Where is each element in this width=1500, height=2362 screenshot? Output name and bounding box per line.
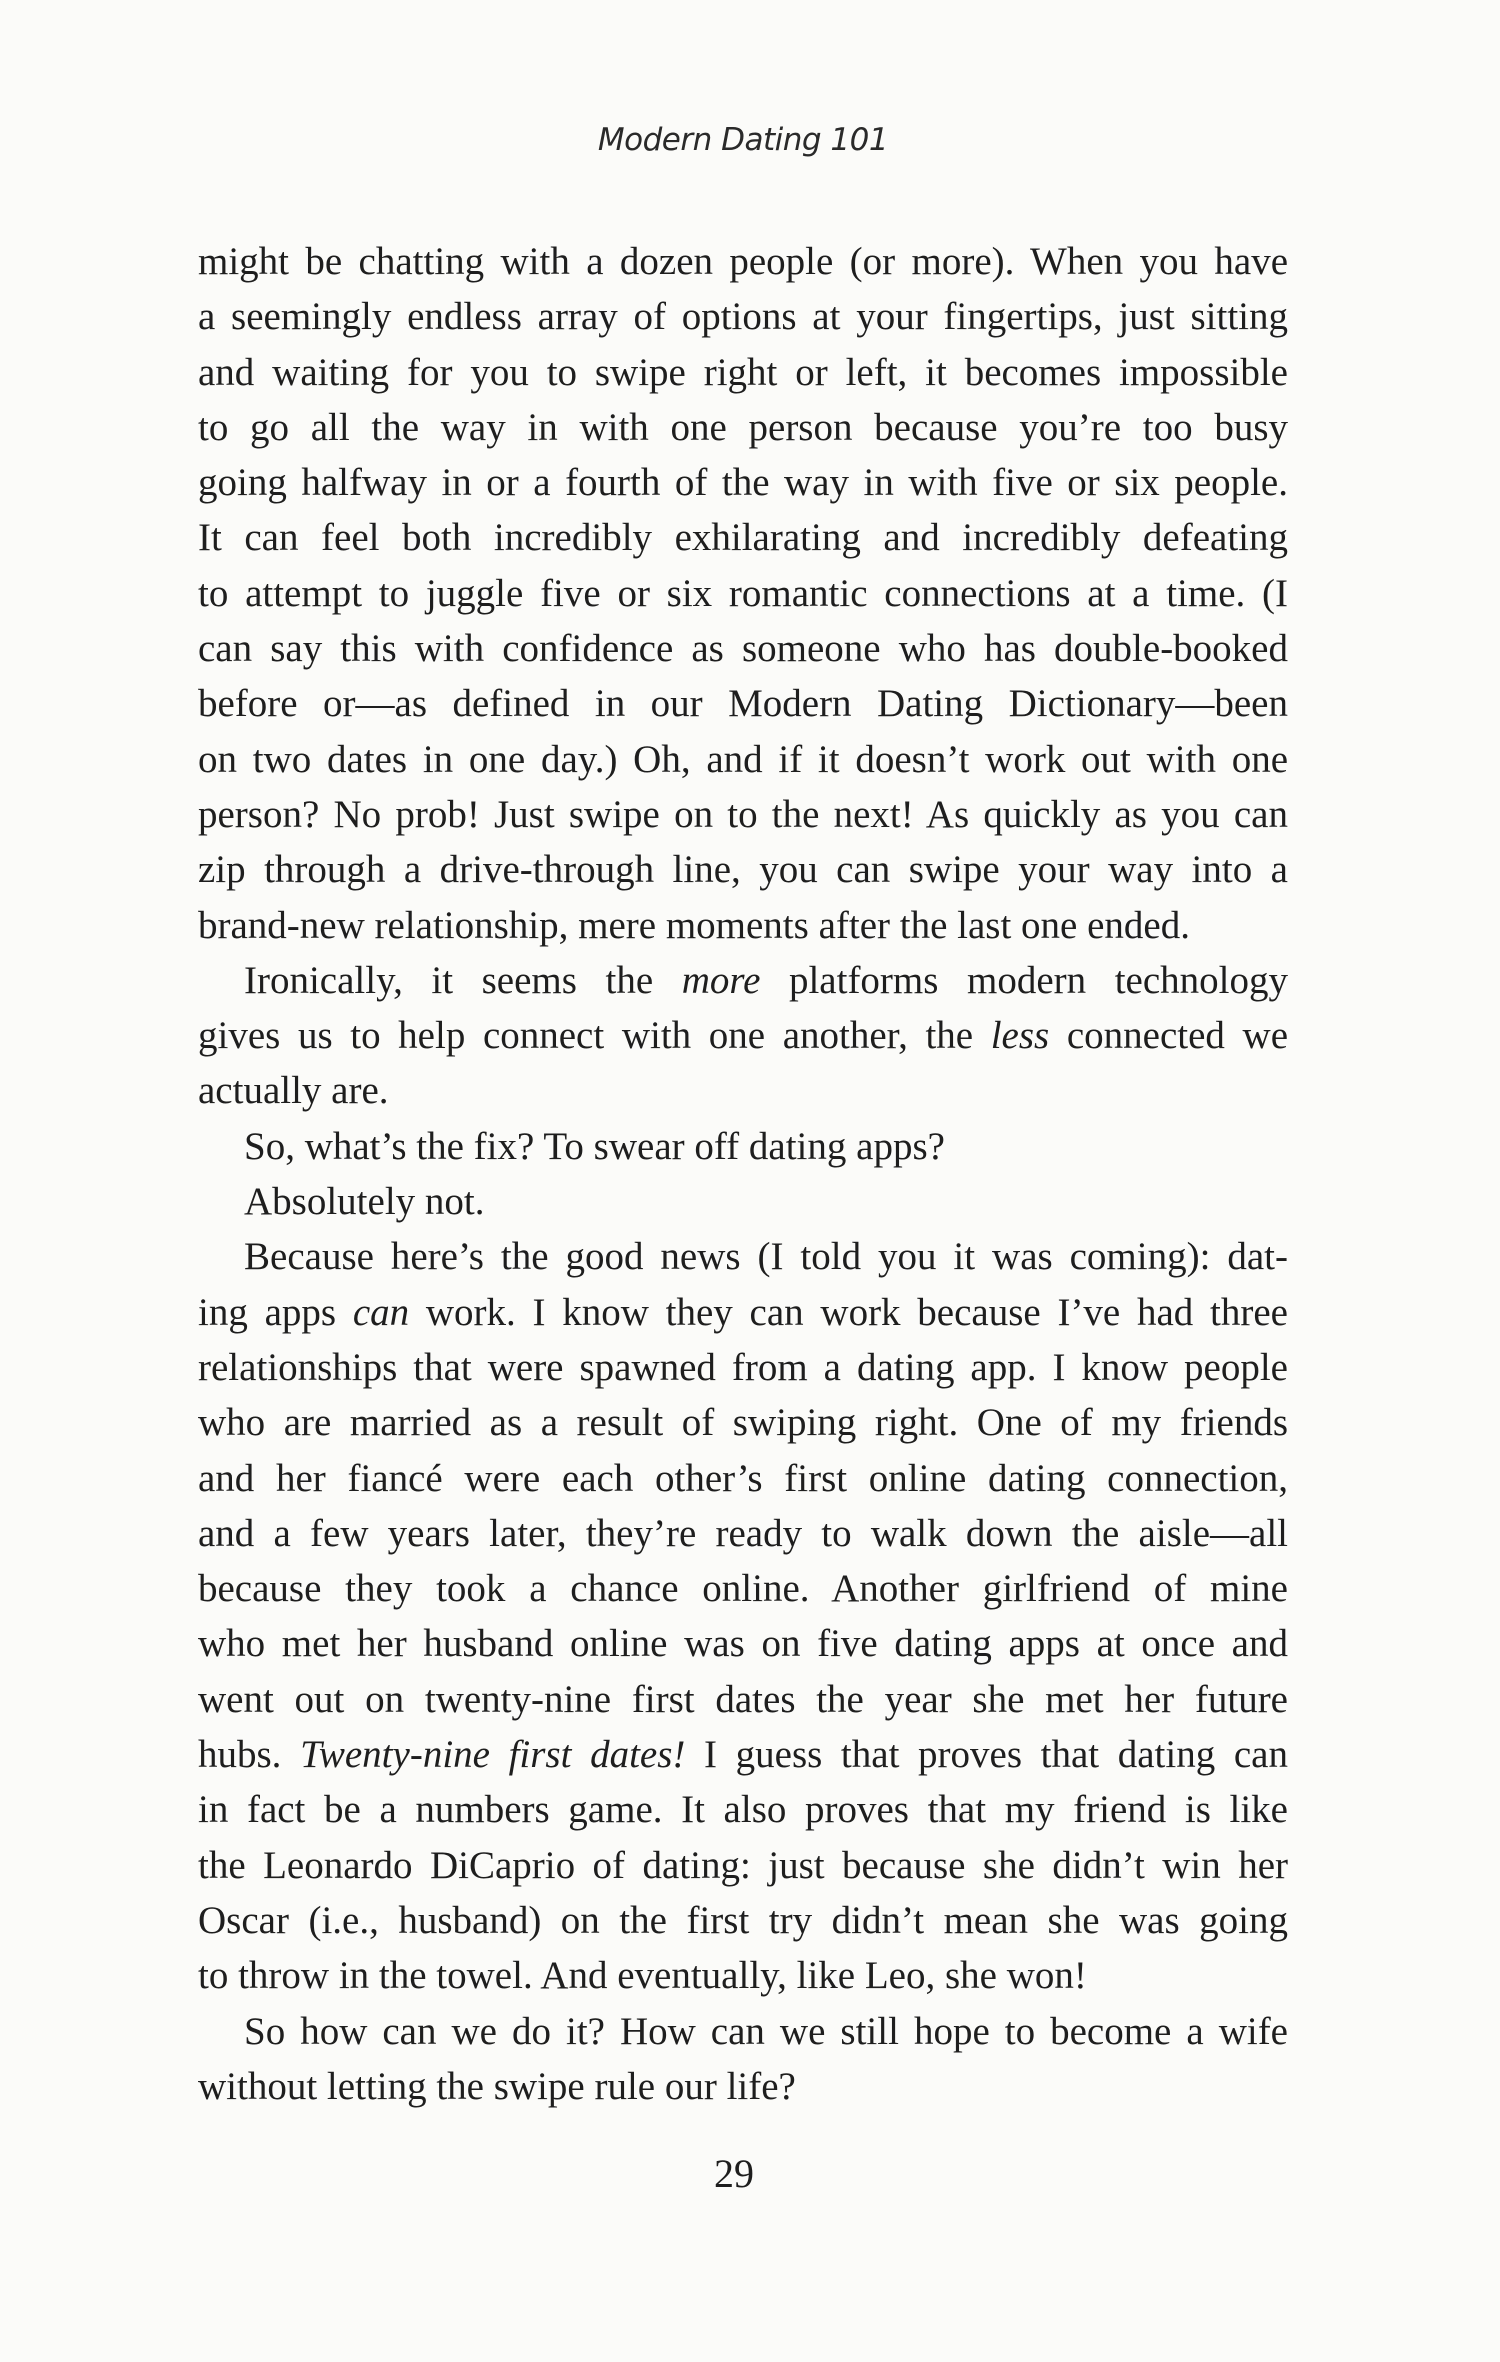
text-line (198, 2004, 1288, 2059)
text-line (198, 1838, 1288, 1893)
text-segment: I guess that proves that dating can (685, 1733, 1288, 1777)
text-segment: brand-new relationship, mere moments after the last one ended. (198, 903, 1190, 947)
text-line (198, 1616, 1288, 1671)
text-line (198, 1727, 1288, 1782)
text-segment: who met her husband online was on five dating apps at once and (198, 1622, 1288, 1666)
text-segment: platforms modern technology (760, 958, 1288, 1002)
text-segment: to attempt to juggle five or six romantic connections at a time. (I (198, 571, 1288, 615)
text-line (198, 621, 1288, 676)
text-line (198, 234, 1288, 289)
italic-text: less (990, 1014, 1050, 1058)
italic-text: more (681, 958, 761, 1002)
text-segment: relationships that were spawned from a dating app. I know people (198, 1345, 1288, 1389)
text-segment: going halfway in or a fourth of the way in with five or six people. (198, 461, 1288, 505)
text-line (198, 400, 1288, 455)
text-line (198, 1285, 1288, 1340)
text-segment: the Leonardo DiCaprio of dating: just because she didn’t win her (198, 1843, 1288, 1887)
text-line (198, 842, 1288, 897)
text-segment: work. I know they can work because I’ve had three (409, 1290, 1288, 1334)
text-line (198, 1672, 1288, 1727)
text-segment: So how can we do it? How can we still hope to become a wife (244, 2009, 1288, 2053)
body-text (198, 234, 1288, 2114)
text-line (198, 1395, 1288, 1450)
text-segment: and her fiancé were each other’s first online dating connection, (198, 1456, 1288, 1500)
text-line (198, 455, 1288, 510)
text-segment: to go all the way in with one person because you’re too busy (198, 405, 1288, 449)
text-segment: So, what’s the fix? To swear off dating apps? (244, 1124, 945, 1168)
text-line (198, 1008, 1288, 1063)
text-segment: a seemingly endless array of options at your fingertips, just sitting (198, 295, 1288, 339)
text-line (198, 787, 1288, 842)
text-segment: and waiting for you to swipe right or left, it becomes impossible (198, 350, 1288, 394)
text-line (198, 1948, 1288, 2003)
page-number: 29 (714, 2151, 754, 2196)
text-line (198, 1561, 1288, 1616)
text-segment: and a few years later, they’re ready to walk down the aisle—all (198, 1511, 1288, 1555)
text-line (198, 1063, 1288, 1118)
text-line (198, 1174, 1288, 1229)
text-line (198, 345, 1288, 400)
text-segment: actually are. (198, 1069, 389, 1113)
text-line (198, 676, 1288, 731)
running-header: Modern Dating 101 (597, 122, 889, 158)
text-segment: in fact be a numbers game. It also proves that my friend is like (198, 1788, 1288, 1832)
text-line (198, 953, 1288, 1008)
text-segment: gives us to help connect with one another, the (198, 1014, 991, 1058)
text-segment: might be chatting with a dozen people (or more). When you have (198, 240, 1288, 283)
text-line (198, 566, 1288, 621)
text-segment: on two dates in one day.) Oh, and if it doesn’t work out with one (198, 737, 1288, 781)
text-segment: hubs. (198, 1733, 301, 1777)
text-segment: connected we (1049, 1014, 1288, 1058)
text-segment: because they took a chance online. Another girlfriend of mine (198, 1567, 1288, 1611)
text-segment: Oscar (i.e., husband) on the first try didn’t mean she was going (198, 1898, 1288, 1942)
text-segment: It can feel both incredibly exhilarating and incredibly defeating (198, 516, 1288, 560)
text-line (198, 289, 1288, 344)
text-line (198, 1119, 1288, 1174)
italic-text: can (352, 1290, 410, 1334)
text-segment: Because here’s the good news (I told you it was coming): dat- (244, 1235, 1288, 1279)
text-segment: without letting the swipe rule our life? (198, 2064, 796, 2108)
text-line (198, 510, 1288, 565)
text-segment: can say this with confidence as someone who has double-booked (198, 627, 1288, 671)
text-segment: Absolutely not. (244, 1180, 485, 1224)
text-segment: Ironically, it seems the (244, 958, 682, 1002)
text-line (198, 898, 1288, 953)
text-segment: to throw in the towel. And eventually, like Leo, she won! (198, 1954, 1087, 1998)
text-segment: before or—as defined in our Modern Dating Dictionary—been (198, 682, 1288, 726)
italic-text: Twenty-nine first dates! (300, 1733, 686, 1777)
text-line (198, 1340, 1288, 1395)
text-line (198, 1451, 1288, 1506)
text-line (198, 1782, 1288, 1837)
text-line (198, 1893, 1288, 1948)
text-segment: went out on twenty-nine first dates the year she met her future (198, 1677, 1288, 1721)
text-segment: ing apps (198, 1290, 353, 1334)
text-segment: zip through a drive-through line, you can swipe your way into a (198, 848, 1288, 892)
text-line (198, 1229, 1288, 1284)
text-segment: person? No prob! Just swipe on to the next! As quickly as you can (198, 792, 1288, 836)
text-segment: who are married as a result of swiping right. One of my friends (198, 1401, 1288, 1445)
text-line (198, 732, 1288, 787)
text-line (198, 2059, 1288, 2114)
text-line (198, 1506, 1288, 1561)
